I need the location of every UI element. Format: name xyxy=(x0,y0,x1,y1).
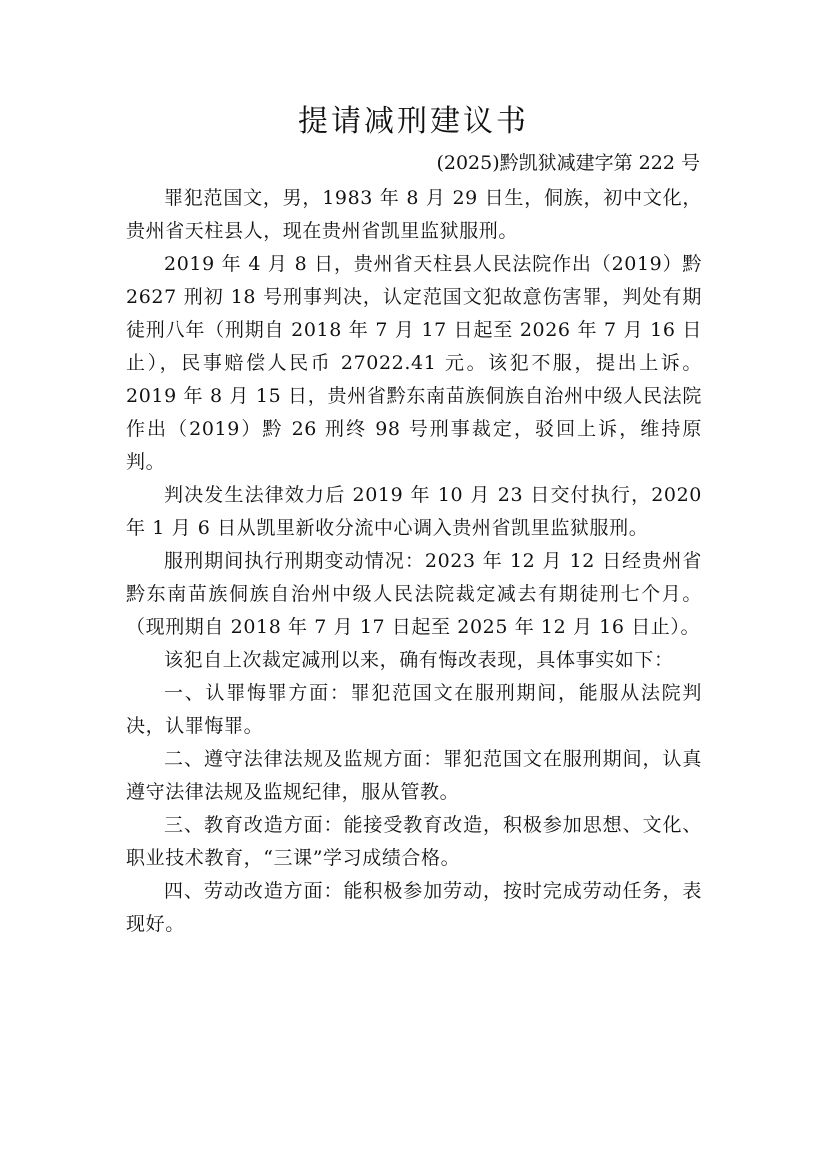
paragraph-item-2: 二、遵守法律法规及监规方面：罪犯范国文在服刑期间，认真遵守法律法规及监规纪律，服从管教。 xyxy=(126,748,702,803)
paragraph-execution: 判决发生法律效力后 2019 年 10 月 23 日交付执行，2020 年 1 月 6 日从凯里新收分流中心调入贵州省凯里监狱服刑。 xyxy=(126,484,702,539)
paragraph-offender-info: 罪犯范国文，男，1983 年 8 月 29 日生，侗族，初中文化，贵州省天柱县人，现在贵州省凯里监狱服刑。 xyxy=(126,187,702,242)
paragraph-item-1: 一、认罪悔罪方面：罪犯范国文在服刑期间，能服从法院判决，认罪悔罪。 xyxy=(126,682,702,737)
paragraph-item-4: 四、劳动改造方面：能积极参加劳动，按时完成劳动任务，表现好。 xyxy=(126,880,702,935)
paragraph-judgment: 2019 年 4 月 8 日，贵州省天柱县人民法院作出（2019）黔 2627 刑初 18 号刑事判决，认定范国文犯故意伤害罪，判处有期徒刑八年（刑期自 2018 年 7 月 17 日起至 2026 年 7 月 16 日止），民事赔偿人民币 27022.41 元。该犯不服，提出上诉。2019 年 8 月 15 日，贵州省黔东南苗族侗族自治州中级人民法院作出（2019）黔 26 刑终 98 号刑事裁定，驳回上诉，维持原判。 xyxy=(126,253,702,473)
document-body xyxy=(126,182,702,941)
document-title: 提请减刑建议书 xyxy=(298,104,529,139)
paragraph-remorse-intro: 该犯自上次裁定减刑以来，确有悔改表现，具体事实如下： xyxy=(164,649,674,671)
paragraph-sentence-changes: 服刑期间执行刑期变动情况：2023 年 12 月 12 日经贵州省黔东南苗族侗族自治州中级人民法院裁定减去有期徒刑七个月。（现刑期自 2018 年 7 月 17 日起至 2025 年 12 月 16 日止）。 xyxy=(126,550,702,638)
paragraph-item-3: 三、教育改造方面：能接受教育改造，积极参加思想、文化、职业技术教育，“三课”学习成绩合格。 xyxy=(126,814,702,869)
document-number: (2025)黔凯狱减建字第 222 号 xyxy=(436,152,700,174)
